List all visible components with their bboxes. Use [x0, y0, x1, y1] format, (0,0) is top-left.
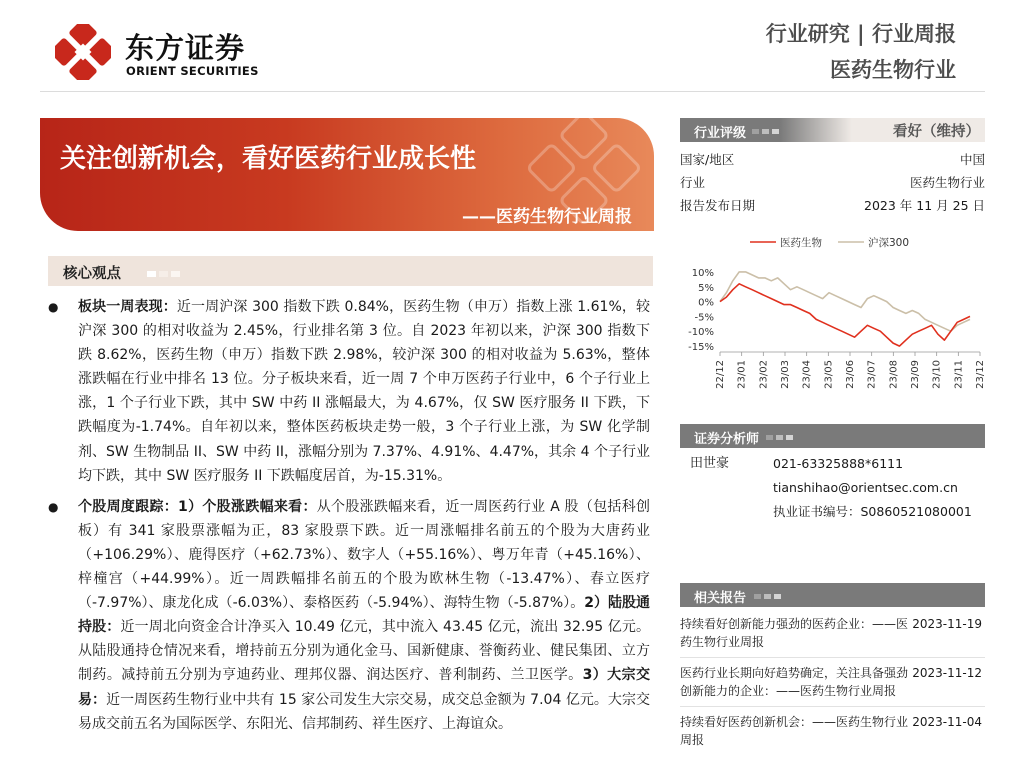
core-view-header — [48, 256, 653, 286]
chart-x-axis — [715, 352, 986, 389]
bullet-label: 板块一周表现： — [78, 299, 177, 315]
report-title: 关注创新机会，看好医药行业成长性 — [60, 144, 477, 174]
analyst-heading: 证券分析师 — [694, 432, 760, 447]
industry-label: 行业 — [680, 175, 706, 190]
x-tick-label: 23/11 — [953, 360, 965, 389]
bullet-stock-tracking — [48, 495, 650, 736]
related-report-title[interactable]: 医药行业长期向好趋势确定，关注具备强劲创新能力的企业：——医药生物行业周报 — [680, 666, 909, 698]
company-logo — [55, 22, 285, 82]
x-tick-label: 23/12 — [975, 360, 986, 389]
x-tick-label: 23/03 — [780, 360, 791, 389]
related-report-title[interactable]: 持续看好创新能力强劲的医药企业：——医药生物行业周报 — [680, 617, 909, 649]
report-type-weekly: 行业周报 — [872, 22, 956, 46]
date-value: 2023 年 11 月 25 日 — [864, 198, 985, 213]
x-tick-label: 23/06 — [845, 360, 856, 389]
report-type-separator: | — [857, 22, 865, 46]
x-tick-label: 23/04 — [801, 360, 813, 389]
bullet-sublabel: 2）陆股通持股： — [78, 595, 650, 636]
rating-value: 看好（维持） — [893, 124, 980, 140]
y-tick-label: 5% — [698, 282, 714, 294]
analyst-phone: 021-63325888*6111 — [773, 456, 904, 471]
bullet-dot-icon: ● — [48, 499, 59, 514]
bullet-sector-performance — [48, 295, 650, 488]
related-report-item[interactable] — [680, 615, 985, 658]
legend-label: 沪深300 — [868, 237, 910, 249]
core-view-body — [48, 295, 650, 736]
chart-series — [720, 272, 970, 346]
bullet-text: 近一周北向资金合计净买入 10.49 亿元，其中流入 43.45 亿元，流出 32.95 亿元。从陆股通持仓情况来看，增持前五分别为通化金马、国新健康、誉衡药业、健民集团、立方制药。减持前五分别为亨迪药业、理邦仪器、润达医疗、普利制药、兰卫医学。 — [78, 619, 651, 684]
heading-dots-icon — [754, 594, 784, 599]
y-tick-label: -5% — [694, 312, 714, 324]
related-report-date: 2023-11-19 — [912, 617, 982, 631]
x-tick-label: 22/12 — [715, 360, 726, 389]
related-report-item[interactable] — [680, 664, 985, 707]
report-subtitle: ——医药生物行业周报 — [462, 207, 632, 227]
x-tick-label: 23/07 — [866, 360, 878, 389]
bullet-text: 近一周医药生物行业中共有 15 家公司发生大宗交易，成交总金额为 7.04 亿元。大宗交易成交前五名为国际医学、东阳光、信邦制药、祥生医疗、上海谊众。 — [78, 691, 650, 732]
heading-dots-icon — [147, 271, 187, 277]
related-report-date: 2023-11-12 — [912, 666, 982, 680]
related-report-title[interactable]: 持续看好医药创新机会：——医药生物行业周报 — [680, 715, 909, 747]
x-tick-label: 23/01 — [736, 360, 748, 389]
logo-chinese-name: 东方证券 — [125, 31, 246, 65]
chart-legend — [750, 236, 909, 249]
series-line — [720, 284, 970, 346]
x-tick-label: 23/02 — [758, 360, 770, 389]
industry-value: 医药生物行业 — [909, 175, 985, 190]
bullet-text: 从个股涨跌幅来看，近一周医药行业 A 股（包括科创板）有 341 家股票涨幅为正，83 家股票下跌。近一周涨幅排名前五的个股为大唐药业（+106.29%）、鹿得医疗（+62.73%）、数字人（+55.16%）、粤万年青（+45.16%）、梓橦宫（+44.99%）。近一周跌幅排名前五的个股为欧林生物（-13.47%）、春立医疗（-7.97%）、康龙化成（-6.03%）、泰格医药（-5.94%）、海特生物（-5.87%）。 — [78, 498, 650, 612]
related-report-item[interactable] — [680, 713, 985, 755]
country-label: 国家/地区 — [680, 152, 735, 167]
x-tick-label: 23/08 — [888, 360, 900, 389]
bullet-text: 近一周沪深 300 指数下跌 0.84%，医药生物（申万）指数上涨 1.61%，较沪深 300 的相对收益为 2.45%，行业排名第 3 位。自 2023 年初以来，沪深 300 指数下跌 8.62%，医药生物（申万）指数下跌 2.98%，较沪深 300 的相对收益为 5.63%，整体涨跌幅在行业中排名 13 位。分子板块来看，近一周 7 个申万医药子行业中，6 个子行业上涨，1 个子行业下跌，其中 SW 中药 II 涨幅最大，为 4.67%，仅 SW 医疗服务 II 下跌，下跌幅度为-1.74%。自年初以来，整体医药板块走势一般，3 个子行业上涨，为 SW 化学制剂、SW 生物制品 II、SW 中药 II，涨幅分别为 7.37%、4.91%、4.47%，其余 4 个子行业均下跌，其中 SW 医疗服务 II 下跌幅度居首，为-15.31%。 — [78, 299, 650, 484]
title-banner — [40, 118, 654, 231]
core-view-heading: 核心观点 — [63, 266, 121, 282]
y-tick-label: -15% — [688, 342, 714, 354]
x-tick-label: 23/10 — [931, 360, 943, 389]
bullet-label: 个股周度跟踪：1）个股涨跌幅来看： — [78, 498, 317, 515]
related-report-date: 2023-11-04 — [912, 715, 982, 729]
analyst-license: 执业证书编号：S0860521080001 — [773, 504, 972, 519]
performance-chart — [680, 232, 1000, 408]
y-tick-label: -10% — [688, 327, 714, 339]
analyst-contact — [773, 452, 972, 524]
logo-english-name: ORIENT SECURITIES — [126, 64, 259, 78]
y-tick-label: 10% — [691, 267, 714, 279]
report-type-line — [766, 16, 956, 52]
x-tick-label: 23/09 — [910, 360, 921, 389]
country-value: 中国 — [959, 152, 985, 167]
analyst-header — [680, 424, 985, 448]
chart-y-axis — [688, 268, 714, 353]
heading-dots-icon — [752, 129, 782, 134]
related-reports-list — [680, 615, 985, 755]
legend-label: 医药生物 — [780, 237, 822, 249]
heading-dots-icon — [766, 435, 796, 440]
y-tick-label: 0% — [698, 297, 714, 309]
report-industry: 医药生物行业 — [830, 58, 956, 82]
orient-logo-icon — [55, 24, 111, 80]
bullet-sublabel: 3）大宗交易： — [78, 667, 651, 708]
report-category — [766, 16, 956, 88]
rating-label: 行业评级 — [694, 126, 747, 141]
related-header — [680, 583, 985, 607]
bullet-dot-icon: ● — [48, 300, 59, 314]
analyst-name: 田世豪 — [690, 456, 730, 471]
header-divider — [40, 91, 985, 92]
analyst-email[interactable]: tianshihao@orientsec.com.cn — [773, 480, 958, 495]
report-type-research: 行业研究 — [765, 22, 850, 46]
related-heading: 相关报告 — [694, 591, 747, 606]
series-line — [720, 272, 970, 331]
x-tick-label: 23/05 — [823, 360, 835, 389]
date-label: 报告发布日期 — [680, 198, 756, 213]
